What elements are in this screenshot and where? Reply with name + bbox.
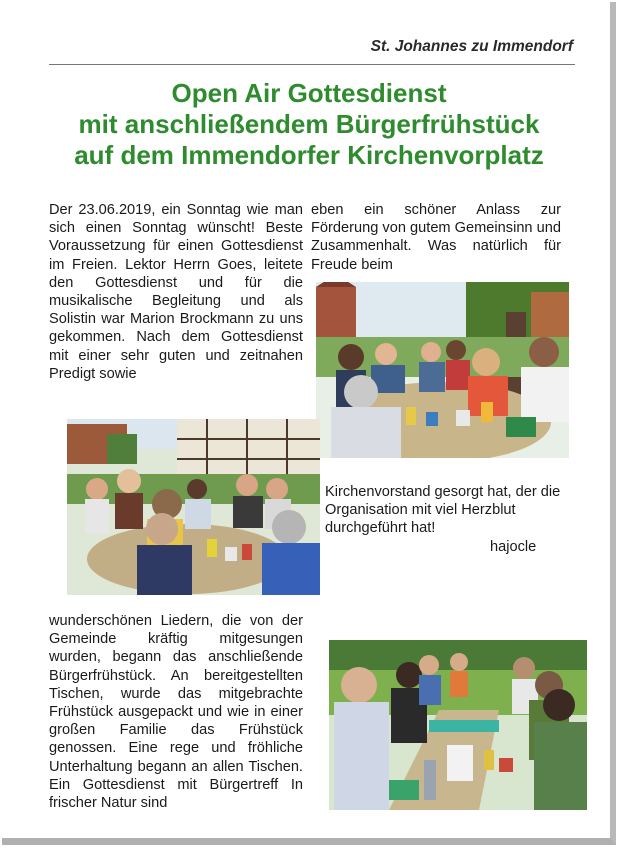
article-column-2-middle: Kirchenvorstand gesorgt hat, der die Organisation mit viel Herzblut durchgeführt hat!: [325, 484, 561, 537]
headline-line-1: Open Air Gottesdienst: [171, 78, 447, 108]
article-column-1-bottom: wunderschönen Liedern, die von der Gemeinde kräftig mitgesungen wurden, begann das anschließende Bürgerfrühstück. An bereitgestellten Tischen, wurde das mitgebrachte Frühstück ausgepackt und wie in einer großen Familie das Frühstück genossen. Eine rege und fröhliche Unterhaltung begann an allen Tischen. Ein Gottesdienst mit Bürgertreff In frischer Natur sind: [49, 613, 303, 812]
parish-name: St. Johannes zu Immendorf: [370, 38, 573, 55]
headline: [0, 78, 618, 171]
photo-breakfast-tables-3: [329, 640, 587, 810]
article-column-2-top: eben ein schöner Anlass zur Förderung von gutem Gemeinsinn und Zusammenhalt. Was natürlich für Freude beim: [311, 202, 561, 273]
article-column-1: Der 23.06.2019, ein Sonntag wie man sich einen Sonntag wünscht! Beste Voraussetzung für einen Gottesdienst im Freien. Lektor Herrn Goes, leitete den Gottesdienst und für die musikalische Begleitung und als Solistin war Marion Brockmann zu uns gekommen. Nach dem Gottesdienst mit einer sehr guten und zeitnahen Predigt sowie: [49, 202, 303, 382]
photo-breakfast-tables-2: [67, 419, 320, 595]
headline-line-2: mit anschließendem Bürgerfrühstück: [78, 109, 540, 139]
photo-breakfast-tables-1: [316, 282, 569, 458]
headline-line-3: auf dem Immendorfer Kirchenvorplatz: [74, 140, 544, 170]
header-divider: [49, 64, 575, 65]
author-signature: hajocle: [490, 539, 537, 555]
